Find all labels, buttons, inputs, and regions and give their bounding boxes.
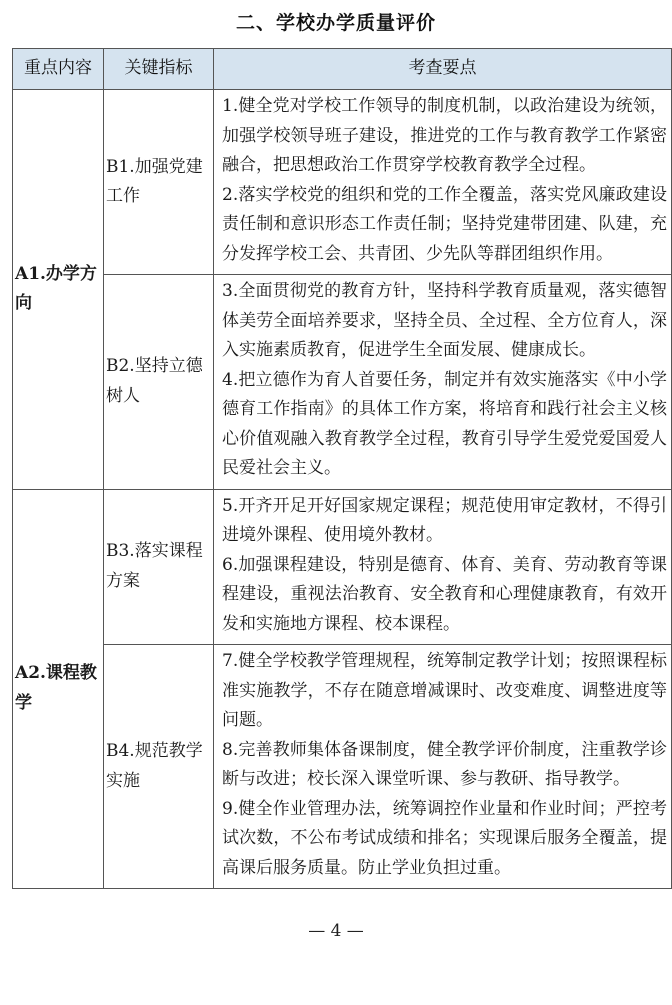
table-row	[13, 275, 672, 490]
point-item: 7.健全学校教学管理规程，统筹制定教学计划；按照课程标准实施教学，不存在随意增减课时、改变难度、调整进度等问题。	[222, 651, 667, 730]
points-cell	[214, 275, 672, 490]
point-item: 2.落实学校党的组织和党的工作全覆盖，落实党风廉政建设责任制和意识形态工作责任制；坚持党建带团建、队建，充分发挥学校工会、共青团、少先队等群团组织作用。	[222, 184, 667, 264]
point-item: 9.健全作业管理办法，统筹调控作业量和作业时间；严控考试次数，不公布考试成绩和排名；实现课后服务全覆盖，提高课后服务质量。防止学业负担过重。	[222, 798, 667, 878]
page-number: — 4 —	[308, 921, 364, 941]
point-item: 3.全面贯彻党的教育方针，坚持科学教育质量观，落实德智体美劳全面培养要求，坚持全员、全过程、全方位育人，深入实施素质教育，促进学生全面发展、健康成长。	[222, 281, 667, 360]
header-points: 考查要点	[214, 49, 672, 90]
table-row	[13, 645, 672, 889]
header-focus: 重点内容	[13, 49, 104, 90]
points-cell	[214, 489, 672, 645]
header-indicator: 关键指标	[104, 49, 214, 90]
indicator-cell: B1.加强党建工作	[104, 90, 214, 275]
point-item: 1.健全党对学校工作领导的制度机制，以政治建设为统领，加强学校领导班子建设，推进党的工作与教育教学工作紧密融合，把思想政治工作贯穿学校教育教学全过程。	[222, 96, 667, 175]
point-item: 4.把立德作为育人首要任务，制定并有效实施落实《中小学德育工作指南》的具体工作方案，将培育和践行社会主义核心价值观融入教育教学全过程，教育引导学生爱党爱国爱人民爱社会主义。	[222, 369, 667, 478]
point-item: 5.开齐开足开好国家规定课程；规范使用审定教材，不得引进境外课程、使用境外教材。	[222, 495, 667, 545]
page-title: 二、学校办学质量评价	[235, 12, 436, 34]
evaluation-table	[12, 48, 672, 889]
indicator-cell: B3.落实课程方案	[104, 489, 214, 645]
points-cell	[214, 645, 672, 889]
header-row	[13, 49, 672, 90]
focus-cell: A1.办学方向	[13, 90, 104, 490]
point-item: 6.加强课程建设，特别是德育、体育、美育、劳动教育等课程建设，重视法治教育、安全教育和心理健康教育，有效开发和实施地方课程、校本课程。	[222, 554, 667, 634]
table-row	[13, 90, 672, 275]
table-row	[13, 489, 672, 645]
point-item: 8.完善教师集体备课制度，健全教学评价制度，注重教学诊断与改进；校长深入课堂听课、参与教研、指导教学。	[222, 739, 667, 789]
points-cell	[214, 90, 672, 275]
focus-cell: A2.课程教学	[13, 489, 104, 889]
indicator-cell: B2.坚持立德树人	[104, 275, 214, 490]
indicator-cell: B4.规范教学实施	[104, 645, 214, 889]
